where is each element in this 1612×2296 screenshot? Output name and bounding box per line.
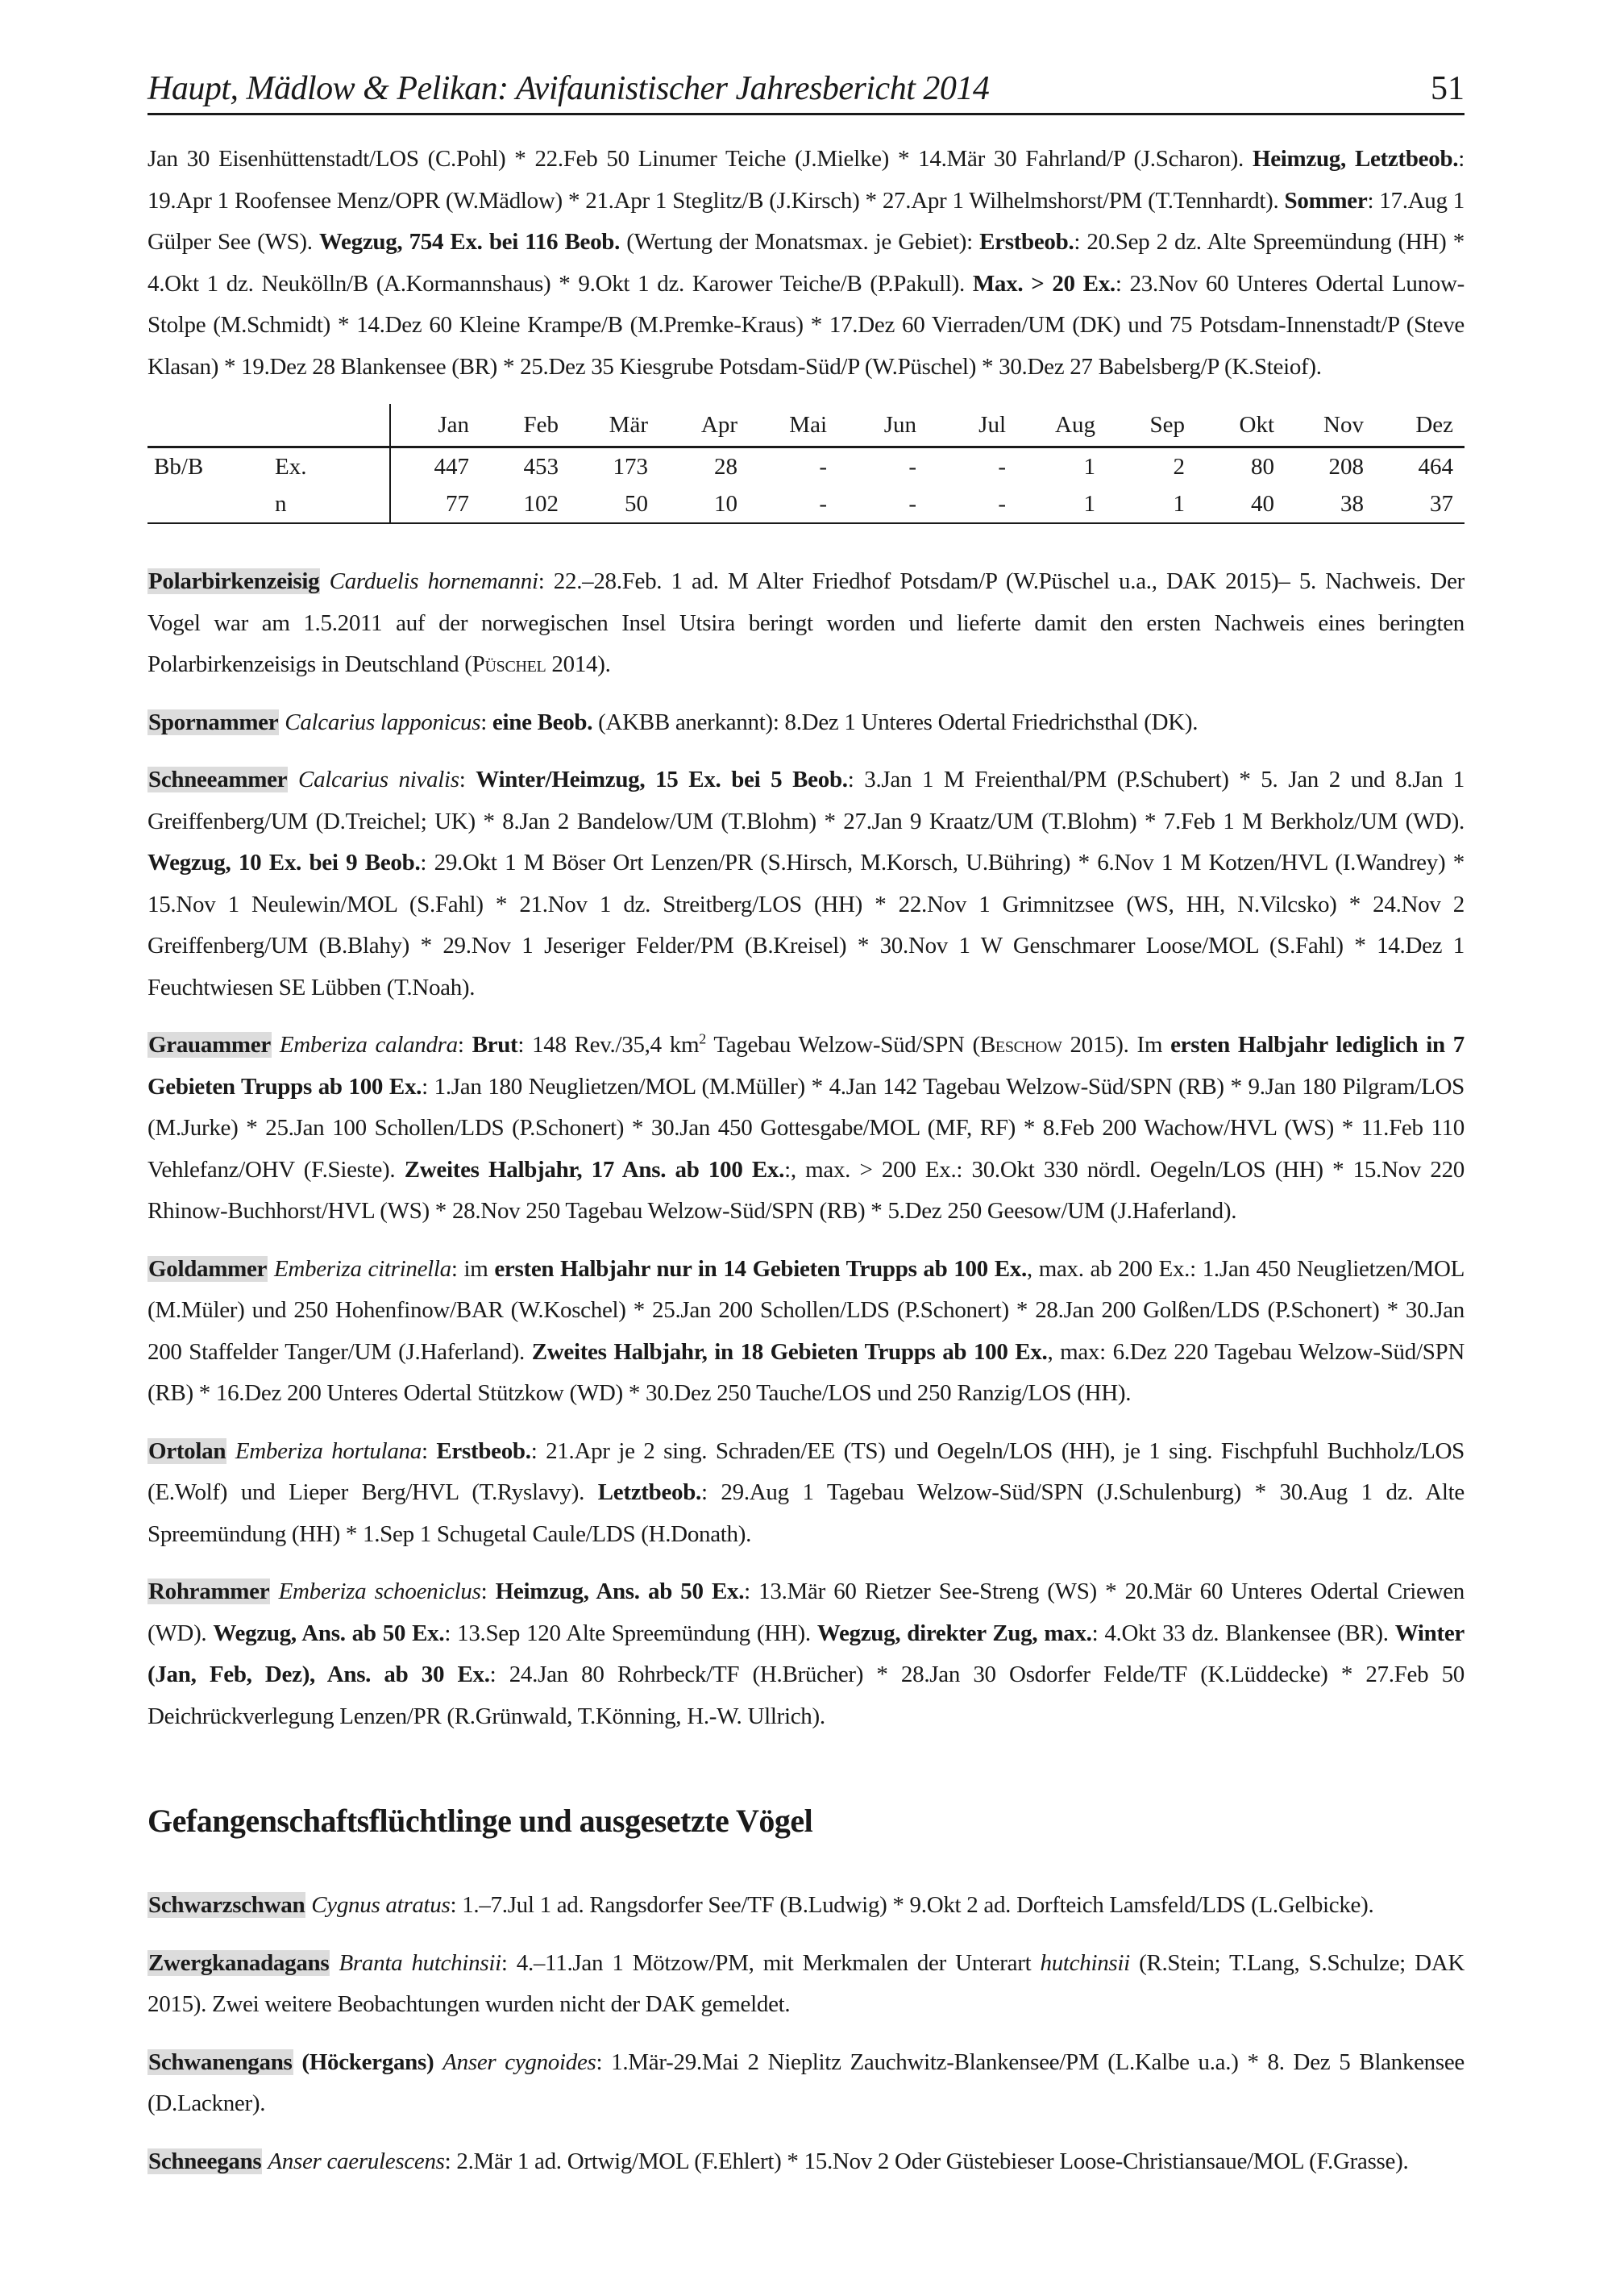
table-cell: 208 [1328, 453, 1364, 480]
latin-name: Emberiza hortulana [235, 1437, 422, 1464]
species-entry-polarbirkenzeisig: Polarbirkenzeisig Carduelis hornemanni: 22.–28.Feb. 1 ad. M Alter Friedhof Potsdam/P (W.Püschel u.a., DAK 2015)– 5. Nachweis. Der Vogel war am 1.5.2011 auf der norwegischen Insel Utsira beringt worden und lieferte damit den ersten Nachweis eines beringten Polarbirkenzeisigs in Deutschland (Püschel 2014). [147, 568, 1465, 677]
table-row [147, 447, 1465, 486]
species-entry-grauammer: Grauammer Emberiza calandra: Brut: 148 Rev./35,4 $km^2$ Tagebau Welzow-Süd/SPN (Beschow 2015). Im ersten Halbjahr lediglich in 7 Gebieten Trupps ab 100 Ex.: 1.Jan 180 Neuglietzen/MOL (M.Müller) * 4.Jan 142 Tagebau Welzow-Süd/SPN (RB) * 9.Jan 180 Pilgram/LOS (M.Jurke) * 25.Jan 100 Schollen/LDS (P.Schonert) * 30.Jan 450 Gottesgabe/MOL (MF, RF) * 8.Feb 200 Wachow/HVL (WS) * 11.Feb 110 Vehlefanz/OHV (F.Sieste). Zweites Halbjahr, 17 Ans. ab 100 Ex.:, max. > 200 Ex.: 30.Okt 330 nördl. Oegeln/LOS (HH) * 15.Nov 220 Rhinow-Buchhorst/HVL (WS) * 28.Nov 250 Tagebau Welzow-Süd/SPN (RB) * 5.Dez 250 Geesow/UM (J.Haferland). [147, 1030, 1465, 1224]
latin-name: Emberiza citrinella [273, 1255, 451, 1282]
month-header: Okt [1196, 404, 1286, 447]
species-entry-schneeammer: Schneeammer Calcarius nivalis: Winter/Heimzug, 15 Ex. bei 5 Beob.: 3.Jan 1 M Freienthal/PM (P.Schubert) * 5. Jan 2 und 8.Jan 1 Greiffenberg/UM (D.Treichel; UK) * 8.Jan 2 Bandelow/UM (T.Blohm) * 27.Jan 9 Kraatz/UM (T.Blohm) * 7.Feb 1 M Berkholz/UM (WD). Wegzug, 10 Ex. bei 9 Beob.: 29.Okt 1 M Böser Ort Lenzen/PR (S.Hirsch, M.Korsch, U.Bühring) * 6.Nov 1 M Kotzen/HVL (I.Wandrey) * 15.Nov 1 Neulewin/MOL (S.Fahl) * 21.Nov 1 dz. Streitberg/LOS (HH) * 22.Nov 1 Grimnitzsee (WS, HH, N.Vilcsko) * 24.Nov 2 Greiffenberg/UM (B.Blahy) * 29.Nov 1 Jeseriger Felder/PM (B.Kreisel) * 30.Nov 1 W Genschmarer Loose/MOL (S.Fahl) * 14.Dez 1 Feuchtwiesen SE Lübben (T.Noah). [147, 767, 1465, 1000]
citation-author: Püschel [472, 651, 546, 677]
table-header-row [147, 404, 1465, 447]
table-cell: 1 [1017, 485, 1107, 523]
species-name: Spornammer [148, 709, 279, 735]
month-header: Apr [659, 404, 749, 447]
monthly-table [147, 404, 1465, 524]
species-entry-ortolan: Ortolan Emberiza hortulana: Erstbeob.: 21.Apr je 2 sing. Schraden/EE (TS) und Oegeln/LOS (HH), je 1 sing. Fischpfuhl Buchholz/LOS (E.Wolf) und Lieper Berg/HVL (T.Ryslavy). Letztbeob.: 29.Aug 1 Tagebau Welzow-Süd/SPN (J.Schulenburg) * 30.Aug 1 dz. Alte Spreemündung (HH) * 1.Sep 1 Schugetal Caule/LDS (H.Donath). [147, 1437, 1465, 1547]
species-entry-rohrammer: Rohrammer Emberiza schoeniclus: Heimzug, Ans. ab 50 Ex.: 13.Mär 60 Rietzer See-Streng (WS) * 20.Mär 60 Unteres Odertal Criewen (WD). Wegzug, Ans. ab 50 Ex.: 13.Sep 120 Alte Spreemündung (HH). Wegzug, direkter Zug, max.: 4.Okt 33 dz. Blankensee (BR). Winter (Jan, Feb, Dez), Ans. ab 30 Ex.: 24.Jan 80 Rohrbeck/TF (H.Brücher) * 28.Jan 30 Osdorfer Felde/TF (K.Lüddecke) * 27.Feb 50 Deichrückverlegung Lenzen/PR (R.Grünwald, T.Könning, H.-W. Ullrich). [147, 1578, 1465, 1729]
table-cell: 1 [1083, 453, 1095, 480]
month-header: Feb [480, 404, 570, 447]
month-header: Nov [1286, 404, 1375, 447]
citation-author: Beschow [979, 1032, 1062, 1058]
section-heading: Gefangenschaftsflüchtlinge und ausgesetzte Vögel [147, 1803, 813, 1839]
table-cell: 40 [1196, 485, 1286, 523]
table-cell: 447 [434, 453, 469, 480]
species-name: Rohrammer [148, 1578, 270, 1604]
species-entry-schwanengans: Schwanengans (Höckergans) Anser cygnoides: 1.Mär-29.Mai 2 Nieplitz Zauchwitz-Blankensee/PM (L.Kalbe u.a.) * 8. Dez 5 Blankensee (D.Lackner). [147, 2049, 1465, 2116]
table-cell: 28 [714, 453, 737, 480]
table-cell: - [838, 485, 928, 523]
article-body [147, 139, 1465, 2198]
species-name: Ortolan [148, 1437, 226, 1464]
row-label: n [275, 485, 388, 523]
table-cell: 37 [1375, 485, 1465, 523]
latin-name: Emberiza schoeniclus [278, 1578, 481, 1604]
table-cell: 10 [659, 485, 749, 523]
table-cell: - [908, 453, 916, 480]
table-cell: 38 [1286, 485, 1375, 523]
table-row [147, 485, 1465, 523]
species-entry-spornammer: Spornammer Calcarius lapponicus: eine Beob. (AKBB anerkannt): 8.Dez 1 Unteres Odertal Friedrichsthal (DK). [148, 709, 1199, 735]
month-header: Jun [838, 404, 928, 447]
paragraph-continued-species: Jan 30 Eisenhüttenstadt/LOS (C.Pohl) * 22.Feb 50 Linumer Teiche (J.Mielke) * 14.Mär 30 Fahrland/P (J.Scharon). Heimzug, Letztbeob.: 19.Apr 1 Roofensee Menz/OPR (W.Mädlow) * 21.Apr 1 Steglitz/B (J.Kirsch) * 27.Apr 1 Wilhelmshorst/PM (T.Tennhardt). Sommer: 17.Aug 1 Gülper See (WS). Wegzug, 754 Ex. bei 116 Beob. (Wertung der Monatsmax. je Gebiet): Erstbeob.: 20.Sep 2 dz. Alte Spreemündung (HH) * 4.Okt 1 dz. Neukölln/B (A.Kormannshaus) * 9.Okt 1 dz. Karower Teiche/B (P.Pakull). Max. > 20 Ex.: 23.Nov 60 Unteres Odertal Lunow-Stolpe (M.Schmidt) * 14.Dez 60 Kleine Krampe/B (M.Premke-Kraus) * 17.Dez 60 Vierraden/UM (DK) und 75 Potsdam-Innenstadt/P (Steve Klasan) * 19.Dez 28 Blankensee (BR) * 25.Dez 35 Kiesgrube Potsdam-Süd/P (W.Püschel) * 30.Dez 27 Babelsberg/P (K.Steiof). [147, 146, 1465, 380]
species-entry-zwergkanadagans: Zwergkanadagans Branta hutchinsii: 4.–11.Jan 1 Mötzow/PM, mit Merkmalen der Unterart hutchinsii (R.Stein; T.Lang, S.Schulze; DAK 2015). Zwei weitere Beobachtungen wurden nicht der DAK gemeldet. [147, 1949, 1465, 2017]
species-entry-schwarzschwan: Schwarzschwan Cygnus atratus: 1.–7.Jul 1 ad. Rangsdorfer See/TF (B.Ludwig) * 9.Okt 2 ad. Dorfteich Lamsfeld/LDS (L.Gelbicke). [148, 1892, 1374, 1918]
alternate-name: (Höckergans) [293, 2049, 443, 2075]
latin-name: Anser cygnoides [442, 2049, 596, 2075]
month-header: Aug [1017, 404, 1107, 447]
species-name: Polarbirkenzeisig [148, 568, 320, 594]
species-entry-schneegans: Schneegans Anser caerulescens: 2.Mär 1 ad. Ortwig/MOL (F.Ehlert) * 15.Nov 2 Oder Güstebieser Loose-Christiansaue/MOL (F.Grasse). [148, 2148, 1409, 2174]
month-header: Sep [1107, 404, 1196, 447]
month-header: Mär [570, 404, 659, 447]
species-name: Schneeammer [148, 767, 288, 792]
page-number: 51 [1431, 70, 1465, 107]
table-cell: 464 [1418, 453, 1453, 480]
latin-name: Carduelis hornemanni [329, 568, 538, 594]
species-name: Grauammer [148, 1032, 271, 1058]
table-cell: - [998, 453, 1006, 480]
table-cell: 77 [390, 485, 480, 523]
running-header [147, 66, 1465, 115]
species-name: Schwarzschwan [148, 1892, 305, 1918]
table-cell: - [749, 485, 838, 523]
species-name: Zwergkanadagans [148, 1949, 330, 1976]
latin-name: Calcarius nivalis [298, 767, 459, 792]
species-entry-goldammer: Goldammer Emberiza citrinella: im ersten Halbjahr nur in 14 Gebieten Trupps ab 100 Ex., max. ab 200 Ex.: 1.Jan 450 Neuglietzen/MOL (M.Müler) und 250 Hohenfinow/BAR (W.Koschel) * 25.Jan 200 Schollen/LDS (P.Schonert) * 28.Jan 200 Golßen/LDS (P.Schonert) * 30.Jan 200 Staffelder Tanger/UM (J.Haferland). Zweites Halbjahr, in 18 Gebieten Trupps ab 100 Ex., max: 6.Dez 220 Tagebau Welzow-Süd/SPN (RB) * 16.Dez 200 Unteres Odertal Stützkow (WD) * 30.Dez 250 Tauche/LOS und 250 Ranzig/LOS (HH). [147, 1255, 1465, 1406]
species-name: Schwanengans [148, 2049, 293, 2075]
table-cell: 173 [613, 453, 648, 480]
table-cell: 50 [570, 485, 659, 523]
table-cell: - [928, 485, 1017, 523]
table-cell: - [819, 453, 827, 480]
latin-name: Branta hutchinsii [339, 1949, 501, 1976]
table-cell: 80 [1251, 453, 1274, 480]
table-cell: 2 [1173, 453, 1185, 480]
row-label: Ex. [275, 453, 307, 480]
region-label: Bb/B [154, 453, 204, 480]
month-header: Jan [390, 404, 480, 447]
latin-name: Cygnus atratus [311, 1892, 451, 1918]
table-cell: 453 [523, 453, 559, 480]
table-cell: 102 [480, 485, 570, 523]
table-cell: 1 [1107, 485, 1196, 523]
latin-name: Emberiza calandra [279, 1032, 458, 1058]
latin-name: Calcarius lapponicus [285, 709, 481, 735]
month-header: Mai [749, 404, 838, 447]
running-title: Haupt, Mädlow & Pelikan: Avifaunistischer Jahresbericht 2014 [147, 70, 990, 107]
latin-name: Anser caerulescens [268, 2148, 445, 2174]
month-header: Jul [928, 404, 1017, 447]
species-name: Goldammer [148, 1255, 268, 1282]
species-name: Schneegans [148, 2148, 262, 2174]
month-header: Dez [1375, 404, 1465, 447]
